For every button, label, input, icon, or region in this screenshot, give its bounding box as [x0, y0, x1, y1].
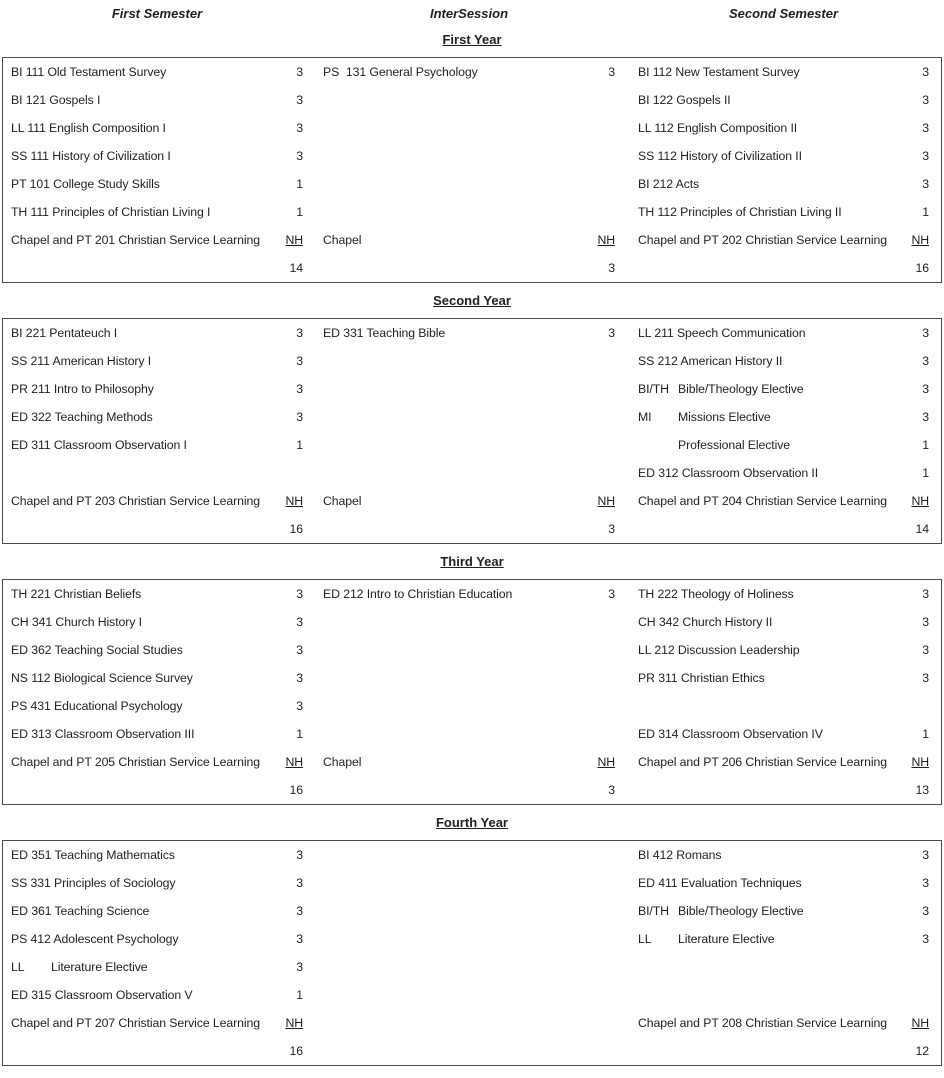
course-row — [11, 981, 930, 1009]
course-credit: 3 — [922, 93, 929, 107]
course-credit: 3 — [922, 876, 929, 890]
course-name: BI 111 Old Testament Survey — [11, 65, 167, 79]
course-entry — [11, 988, 303, 1002]
course-entry — [11, 615, 303, 629]
course-entry — [11, 876, 303, 890]
course-credit: NH — [911, 233, 929, 247]
course-title: Missions Elective — [678, 410, 771, 424]
course-credit: NH — [285, 494, 303, 508]
course-name: Chapel and PT 204 Christian Service Learning — [638, 494, 887, 508]
course-row — [11, 114, 930, 142]
column-total: 14 — [915, 522, 929, 536]
course-entry — [323, 326, 615, 340]
total-entry — [638, 783, 929, 797]
course-code: LL — [11, 960, 25, 974]
column-total: 13 — [915, 783, 929, 797]
total-row — [11, 1037, 930, 1065]
course-name: Chapel and PT 202 Christian Service Learning — [638, 233, 887, 247]
course-entry — [11, 1016, 303, 1030]
course-credit: 1 — [296, 177, 303, 191]
course-credit: 3 — [296, 932, 303, 946]
course-credit: 3 — [296, 326, 303, 340]
course-row — [11, 953, 930, 981]
column-total: 16 — [289, 522, 303, 536]
course-credit: 3 — [922, 671, 929, 685]
course-credit: 3 — [296, 93, 303, 107]
course-credit: 3 — [922, 354, 929, 368]
course-name: SS 331 Principles of Sociology — [11, 876, 176, 890]
course-credit: 3 — [296, 149, 303, 163]
course-entry — [638, 410, 929, 424]
course-credit: NH — [285, 1016, 303, 1030]
course-name: BI 122 Gospels II — [638, 93, 731, 107]
course-row — [11, 925, 930, 953]
header-first-semester: First Semester — [111, 6, 203, 21]
course-entry — [638, 466, 929, 480]
course-name: LL 111 English Composition I — [11, 121, 166, 135]
course-name: LL 211 Speech Communication — [638, 326, 806, 340]
course-entry — [638, 382, 929, 396]
course-credit: 3 — [296, 121, 303, 135]
course-name: ED 313 Classroom Observation III — [11, 727, 195, 741]
year-title: Second Year — [433, 293, 511, 308]
course-title: Bible/Theology Elective — [678, 382, 804, 396]
course-row — [11, 1009, 930, 1037]
course-entry — [323, 587, 615, 601]
course-entry — [638, 177, 929, 191]
year-box — [2, 318, 942, 544]
column-total: 12 — [915, 1044, 929, 1058]
column-total: 3 — [608, 261, 615, 275]
course-name: ED 331 Teaching Bible — [323, 326, 446, 340]
course-entry — [11, 382, 303, 396]
total-entry — [638, 522, 929, 536]
year-section — [0, 554, 944, 805]
course-entry — [11, 121, 303, 135]
course-name: LL 212 Discussion Leadership — [638, 643, 800, 657]
course-row — [11, 636, 930, 664]
course-credit: 3 — [296, 587, 303, 601]
course-entry — [638, 1016, 929, 1030]
total-row — [11, 254, 930, 282]
course-name: BI 121 Gospels I — [11, 93, 101, 107]
course-entry — [11, 643, 303, 657]
course-name: Chapel and PT 205 Christian Service Learning — [11, 755, 260, 769]
course-name: ED 322 Teaching Methods — [11, 410, 153, 424]
course-name: Chapel — [323, 233, 362, 247]
course-row — [11, 720, 930, 748]
course-entry — [11, 494, 303, 508]
year-title: Fourth Year — [435, 815, 508, 830]
course-name: PS 412 Adolescent Psychology — [11, 932, 179, 946]
course-credit: NH — [911, 755, 929, 769]
course-entry — [11, 848, 303, 862]
course-entry — [638, 587, 929, 601]
course-credit: NH — [911, 494, 929, 508]
course-entry — [638, 205, 929, 219]
year-section — [0, 293, 944, 544]
course-row — [11, 748, 930, 776]
course-name: Chapel and PT 206 Christian Service Learning — [638, 755, 887, 769]
course-row — [11, 841, 930, 869]
course-row — [11, 869, 930, 897]
course-name: Chapel and PT 207 Christian Service Learning — [11, 1016, 260, 1030]
course-credit: NH — [285, 755, 303, 769]
course-credit: 3 — [922, 615, 929, 629]
course-credit: 1 — [296, 988, 303, 1002]
course-row — [11, 487, 930, 515]
course-credit: 3 — [922, 932, 929, 946]
course-entry — [11, 149, 303, 163]
course-credit: NH — [911, 1016, 929, 1030]
course-entry — [638, 755, 929, 769]
total-entry — [638, 1044, 929, 1058]
course-row — [11, 375, 930, 403]
course-entry — [638, 615, 929, 629]
year-title: First Year — [442, 32, 502, 47]
course-entry — [638, 149, 929, 163]
course-name: TH 222 Theology of Holiness — [638, 587, 794, 601]
course-credit: 3 — [608, 587, 615, 601]
course-name: NS 112 Biological Science Survey — [11, 671, 193, 685]
course-name — [11, 960, 148, 974]
course-row — [11, 142, 930, 170]
course-entry — [11, 587, 303, 601]
course-name: TH 111 Principles of Christian Living I — [11, 205, 211, 219]
course-entry — [11, 438, 303, 452]
course-name — [638, 382, 804, 396]
course-entry — [638, 727, 929, 741]
column-total: 3 — [608, 522, 615, 536]
total-entry — [323, 522, 615, 536]
total-entry — [638, 261, 929, 275]
course-entry — [638, 904, 929, 918]
course-name: Chapel and PT 201 Christian Service Learning — [11, 233, 260, 247]
course-name: Chapel — [323, 494, 362, 508]
course-entry — [11, 354, 303, 368]
course-entry — [638, 354, 929, 368]
course-entry — [11, 932, 303, 946]
course-credit: 3 — [922, 382, 929, 396]
course-row — [11, 692, 930, 720]
course-credit: 3 — [922, 326, 929, 340]
course-credit: NH — [597, 494, 615, 508]
year-section — [0, 815, 944, 1066]
course-name: ED 212 Intro to Christian Education — [323, 587, 513, 601]
course-entry — [638, 438, 929, 452]
course-name: PS 431 Educational Psychology — [11, 699, 183, 713]
course-entry — [11, 727, 303, 741]
course-row — [11, 897, 930, 925]
course-credit: 3 — [296, 876, 303, 890]
course-row — [11, 347, 930, 375]
course-row — [11, 58, 930, 86]
course-name — [638, 438, 790, 452]
course-name: CH 341 Church History I — [11, 615, 142, 629]
course-credit: 3 — [922, 410, 929, 424]
course-entry — [638, 671, 929, 685]
course-credit: 1 — [922, 205, 929, 219]
course-credit: NH — [597, 755, 615, 769]
column-total: 3 — [608, 783, 615, 797]
course-entry — [11, 177, 303, 191]
course-entry — [638, 494, 929, 508]
header-intersession: InterSession — [429, 6, 509, 21]
course-credit: 3 — [296, 848, 303, 862]
course-name: PR 211 Intro to Philosophy — [11, 382, 154, 396]
column-total: 16 — [915, 261, 929, 275]
course-name: SS 111 History of Civilization I — [11, 149, 171, 163]
course-credit: 3 — [296, 960, 303, 974]
course-row — [11, 226, 930, 254]
course-entry — [323, 755, 615, 769]
year-box — [2, 57, 942, 283]
course-entry — [638, 233, 929, 247]
course-entry — [11, 699, 303, 713]
course-row — [11, 170, 930, 198]
course-entry — [11, 65, 303, 79]
course-entry — [11, 326, 303, 340]
course-credit: 1 — [922, 466, 929, 480]
course-entry — [323, 494, 615, 508]
course-credit: 3 — [608, 65, 615, 79]
header-second-semester: Second Semester — [728, 6, 839, 21]
course-credit: 3 — [296, 643, 303, 657]
course-credit: 3 — [922, 65, 929, 79]
total-entry — [11, 783, 303, 797]
column-total: 14 — [289, 261, 303, 275]
course-row — [11, 431, 930, 459]
course-name: PT 101 College Study Skills — [11, 177, 160, 191]
course-name: BI 412 Romans — [638, 848, 722, 862]
course-credit: 3 — [922, 587, 929, 601]
course-name: CH 342 Church History II — [638, 615, 773, 629]
course-credit: 3 — [922, 121, 929, 135]
column-total: 16 — [289, 1044, 303, 1058]
header-gap — [303, 6, 323, 22]
course-credit: 3 — [922, 149, 929, 163]
course-credit: 1 — [296, 438, 303, 452]
course-title: Bible/Theology Elective — [678, 904, 804, 918]
course-credit: 1 — [922, 438, 929, 452]
course-entry — [11, 93, 303, 107]
course-entry — [638, 93, 929, 107]
course-credit: 3 — [608, 326, 615, 340]
total-row — [11, 515, 930, 543]
course-entry — [638, 932, 929, 946]
course-credit: 3 — [296, 65, 303, 79]
course-name: BI 221 Pentateuch I — [11, 326, 118, 340]
total-entry — [11, 1044, 303, 1058]
year-box — [2, 840, 942, 1066]
course-entry — [11, 755, 303, 769]
course-name: ED 312 Classroom Observation II — [638, 466, 819, 480]
course-credit: 1 — [296, 205, 303, 219]
course-row — [11, 664, 930, 692]
course-name: BI 212 Acts — [638, 177, 700, 191]
course-name — [638, 410, 771, 424]
semester-header-row — [0, 6, 944, 22]
course-entry — [11, 233, 303, 247]
course-name: TH 112 Principles of Christian Living II — [638, 205, 842, 219]
course-name: Chapel — [323, 755, 362, 769]
course-name: Chapel and PT 203 Christian Service Learning — [11, 494, 260, 508]
course-entry — [11, 205, 303, 219]
course-title: Literature Elective — [51, 960, 148, 974]
course-row — [11, 580, 930, 608]
years-container — [0, 32, 944, 1066]
course-credit: 3 — [296, 671, 303, 685]
course-name: ED 311 Classroom Observation I — [11, 438, 187, 452]
course-title: Literature Elective — [678, 932, 775, 946]
course-entry — [323, 65, 615, 79]
total-entry — [323, 261, 615, 275]
year-box — [2, 579, 942, 805]
course-name: TH 221 Christian Beliefs — [11, 587, 142, 601]
course-entry — [638, 65, 929, 79]
course-row — [11, 459, 930, 487]
course-entry — [11, 904, 303, 918]
course-name — [638, 904, 804, 918]
course-name: LL 112 English Composition II — [638, 121, 798, 135]
course-name: ED 351 Teaching Mathematics — [11, 848, 175, 862]
course-name: ED 411 Evaluation Techniques — [638, 876, 802, 890]
course-name: PS 131 General Psychology — [323, 65, 478, 79]
course-row — [11, 198, 930, 226]
course-code: LL — [638, 932, 652, 946]
course-credit: 3 — [296, 382, 303, 396]
course-code: MI — [638, 410, 652, 424]
year-section — [0, 32, 944, 283]
course-entry — [638, 326, 929, 340]
course-entry — [11, 960, 303, 974]
course-entry — [323, 233, 615, 247]
course-credit: 1 — [296, 727, 303, 741]
year-title: Third Year — [440, 554, 504, 569]
course-name: PR 311 Christian Ethics — [638, 671, 765, 685]
course-name: SS 112 History of Civilization II — [638, 149, 802, 163]
course-credit: 3 — [296, 410, 303, 424]
total-entry — [11, 261, 303, 275]
header-gap — [615, 6, 638, 22]
course-credit: 3 — [296, 354, 303, 368]
course-credit: 3 — [296, 699, 303, 713]
course-name: ED 314 Classroom Observation IV — [638, 727, 823, 741]
course-credit: 1 — [922, 727, 929, 741]
course-row — [11, 319, 930, 347]
course-entry — [638, 121, 929, 135]
course-entry — [11, 671, 303, 685]
course-name: BI 112 New Testament Survey — [638, 65, 800, 79]
course-title: Professional Elective — [678, 438, 791, 452]
course-credit: 3 — [922, 904, 929, 918]
course-credit: 3 — [922, 643, 929, 657]
course-credit: NH — [597, 233, 615, 247]
course-row — [11, 608, 930, 636]
course-row — [11, 86, 930, 114]
total-row — [11, 776, 930, 804]
course-code: BI/TH — [638, 904, 669, 918]
course-code: BI/TH — [638, 382, 669, 396]
total-entry — [11, 522, 303, 536]
course-credit: 3 — [296, 615, 303, 629]
course-name: SS 211 American History I — [11, 354, 152, 368]
course-entry — [638, 848, 929, 862]
course-entry — [638, 876, 929, 890]
course-name: SS 212 American History II — [638, 354, 783, 368]
course-credit: 3 — [922, 177, 929, 191]
course-name: ED 315 Classroom Observation V — [11, 988, 193, 1002]
course-name: Chapel and PT 208 Christian Service Learning — [638, 1016, 887, 1030]
course-entry — [11, 410, 303, 424]
course-name — [638, 932, 775, 946]
course-credit: NH — [285, 233, 303, 247]
total-entry — [323, 783, 615, 797]
course-name: ED 361 Teaching Science — [11, 904, 150, 918]
course-name: ED 362 Teaching Social Studies — [11, 643, 183, 657]
column-total: 16 — [289, 783, 303, 797]
course-row — [11, 403, 930, 431]
course-credit: 3 — [922, 848, 929, 862]
course-entry — [638, 643, 929, 657]
course-credit: 3 — [296, 904, 303, 918]
